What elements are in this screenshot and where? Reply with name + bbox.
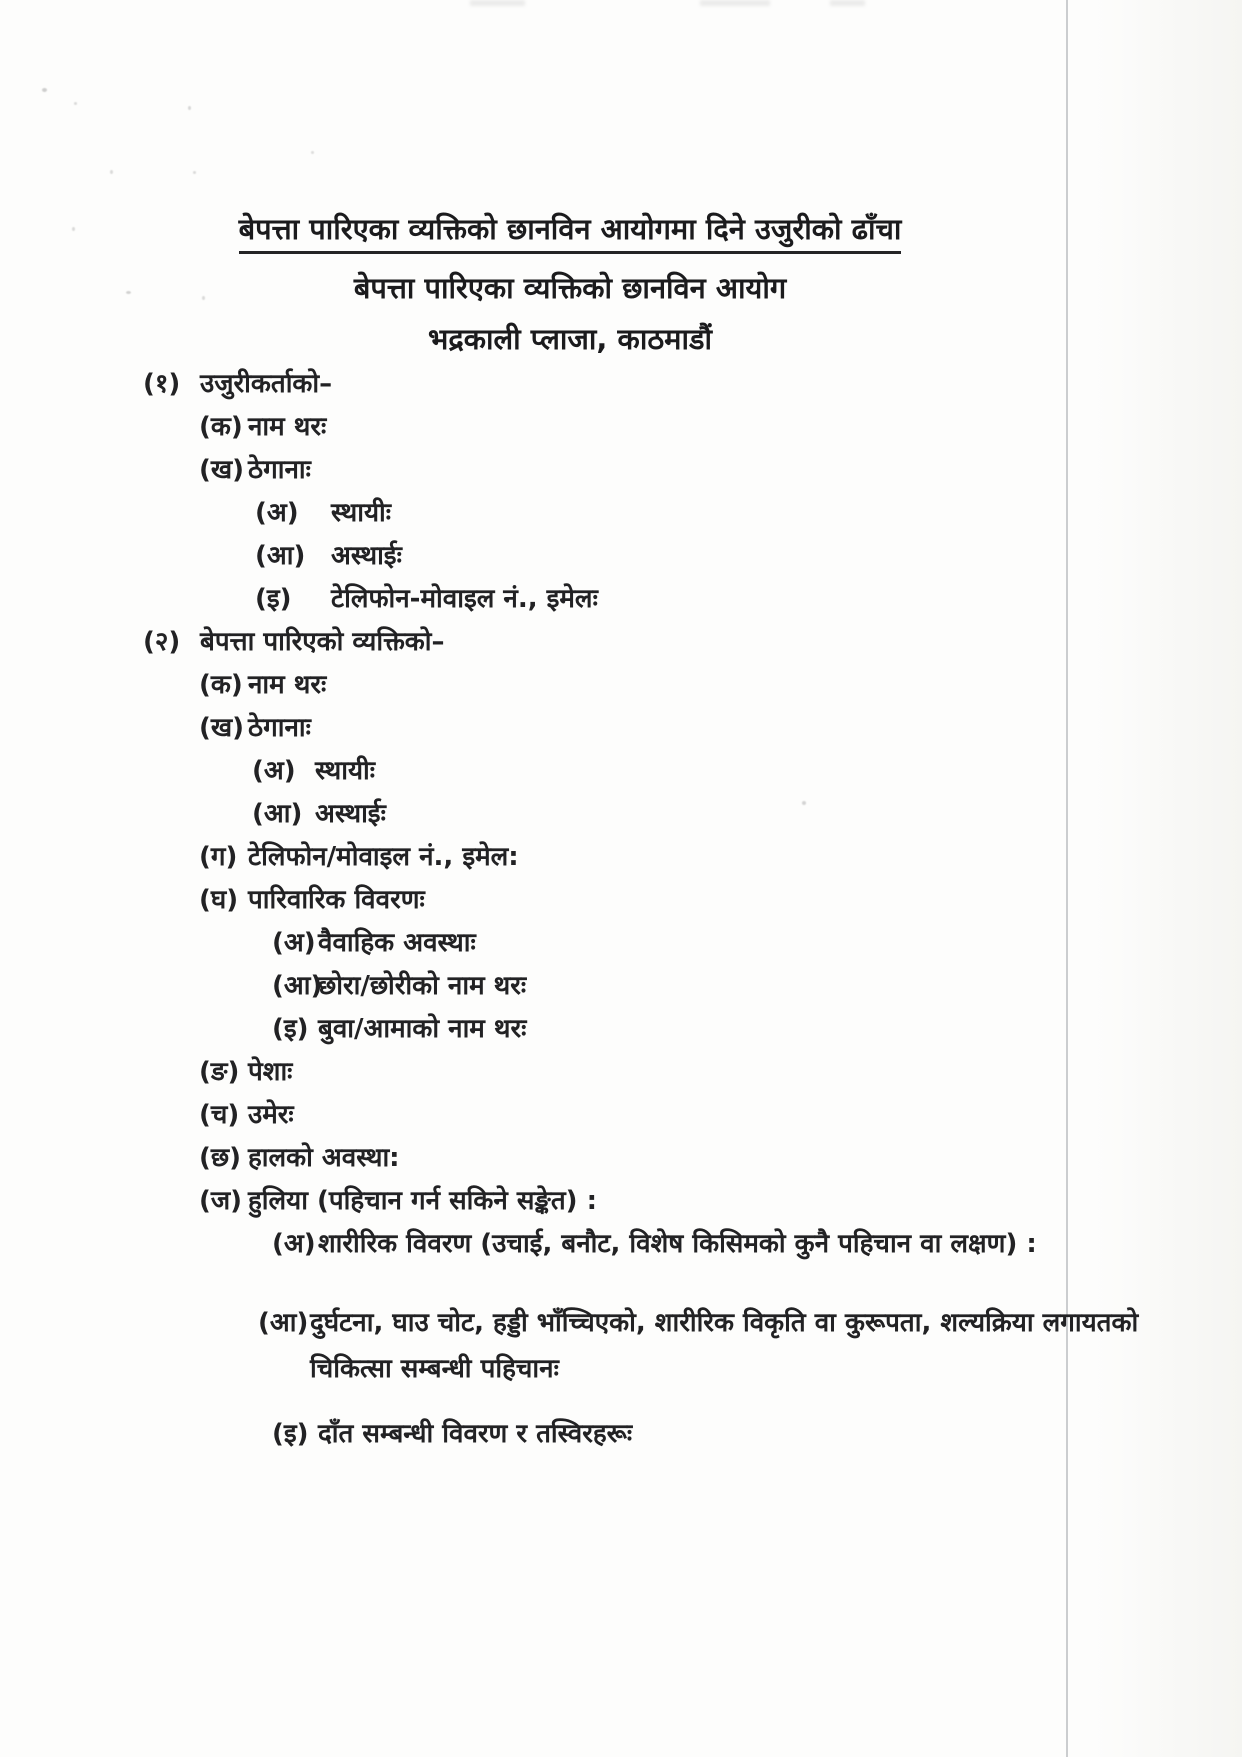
item-label-line2: चिकित्सा सम्बन्धी पहिचानः xyxy=(310,1354,559,1384)
form-item xyxy=(0,714,1242,742)
item-label: बुवा/आमाको नाम थरः xyxy=(318,1014,527,1044)
item-marker: (ख) xyxy=(199,455,245,485)
form-title-line xyxy=(0,212,1140,254)
item-marker: (इ) xyxy=(272,1014,309,1044)
form-item xyxy=(0,972,1242,1000)
item-marker: (आ) xyxy=(255,541,306,571)
form-item xyxy=(0,456,1242,484)
scan-speck xyxy=(193,171,196,174)
item-marker: (ग) xyxy=(199,842,238,872)
item-marker: (अ) xyxy=(252,756,296,786)
form-item xyxy=(0,1144,1242,1172)
form-item xyxy=(0,671,1242,699)
scan-speck xyxy=(188,106,191,110)
item-label: ठेगानाः xyxy=(248,455,311,485)
item-label: वैवाहिक अवस्थाः xyxy=(318,928,476,958)
form-item xyxy=(0,585,1242,613)
form-item xyxy=(0,1309,1242,1383)
item-label: पेशाः xyxy=(248,1057,293,1087)
item-label-line1: दुर्घटना, घाउ चोट, हड्डी भाँच्चिएको, शारीरिक विकृति वा कुरूपता, शल्यक्रिया लगायतको xyxy=(310,1308,1139,1338)
item-label: पारिवारिक विवरणः xyxy=(248,885,425,915)
scan-speck xyxy=(74,102,77,105)
form-item xyxy=(0,1015,1242,1043)
form-item xyxy=(0,499,1242,527)
scan-smudge xyxy=(470,0,525,6)
item-label: दाँत सम्बन्धी विवरण र तस्विरहरूः xyxy=(318,1419,633,1449)
form-item xyxy=(0,1058,1242,1086)
item-marker: (२) xyxy=(143,627,181,657)
item-label: छोरा/छोरीको नाम थरः xyxy=(318,971,527,1001)
item-label: हुलिया (पहिचान गर्न सकिने सङ्केत) : xyxy=(248,1186,598,1216)
item-marker: (अ) xyxy=(255,498,299,528)
commission-name: बेपत्ता पारिएका व्यक्तिको छानविन आयोग xyxy=(353,271,787,305)
item-marker: (अ) xyxy=(272,1229,316,1259)
item-marker: (ख) xyxy=(199,713,245,743)
item-marker: (१) xyxy=(143,369,181,399)
form-item xyxy=(0,843,1242,871)
item-label: उजुरीकर्ताको– xyxy=(200,369,333,399)
form-item xyxy=(0,542,1242,570)
item-label: टेलिफोन-मोवाइल नं., इमेलः xyxy=(331,584,598,614)
item-label: अस्थाईः xyxy=(315,799,386,829)
form-field-list xyxy=(0,370,1242,1463)
scan-smudge xyxy=(700,0,770,6)
item-label: हालको अवस्था: xyxy=(248,1143,400,1173)
form-item xyxy=(0,800,1242,828)
item-label: शारीरिक विवरण (उचाई, बनौट, विशेष किसिमको कुनै पहिचान वा लक्षण) : xyxy=(318,1229,1037,1259)
document-header xyxy=(0,212,1140,373)
item-marker: (क) xyxy=(199,670,243,700)
item-label: नाम थरः xyxy=(248,670,327,700)
item-label: उमेरः xyxy=(248,1100,294,1130)
form-item xyxy=(0,1187,1242,1215)
item-marker: (क) xyxy=(199,412,243,442)
form-item xyxy=(0,929,1242,957)
form-item xyxy=(0,1420,1242,1448)
item-marker: (इ) xyxy=(272,1419,309,1449)
commission-address: भद्रकाली प्लाजा, काठमाडौं xyxy=(427,322,713,356)
form-title: बेपत्ता पारिएका व्यक्तिको छानविन आयोगमा दिने उजुरीको ढाँचा xyxy=(239,212,902,254)
item-marker: (छ) xyxy=(199,1143,241,1173)
item-marker: (आ) xyxy=(258,1308,309,1338)
form-item xyxy=(0,1230,1242,1258)
item-label: अस्थाईः xyxy=(331,541,402,571)
form-item xyxy=(0,886,1242,914)
item-marker: (च) xyxy=(199,1100,240,1130)
item-marker: (आ) xyxy=(272,971,323,1001)
item-label: स्थायीः xyxy=(331,498,392,528)
item-label: टेलिफोन/मोवाइल नं., इमेल: xyxy=(248,842,519,872)
item-label: बेपत्ता पारिएको व्यक्तिको– xyxy=(200,627,445,657)
scan-smudge xyxy=(830,0,865,6)
item-label: स्थायीः xyxy=(315,756,376,786)
item-label xyxy=(310,1309,1138,1383)
form-item xyxy=(0,757,1242,785)
item-marker: (घ) xyxy=(199,885,239,915)
item-marker: (ङ) xyxy=(199,1057,240,1087)
scan-speck xyxy=(42,88,47,92)
item-label: नाम थरः xyxy=(248,412,327,442)
form-item-disappeared-person xyxy=(0,628,1242,656)
scan-speck xyxy=(311,151,314,154)
item-marker: (इ) xyxy=(255,584,292,614)
item-label: ठेगानाः xyxy=(248,713,311,743)
scan-speck xyxy=(110,170,113,174)
form-item-complainant xyxy=(0,370,1242,398)
form-item xyxy=(0,413,1242,441)
item-marker: (अ) xyxy=(272,928,316,958)
form-item xyxy=(0,1101,1242,1129)
item-marker: (ज) xyxy=(199,1186,243,1216)
item-marker: (आ) xyxy=(252,799,303,829)
